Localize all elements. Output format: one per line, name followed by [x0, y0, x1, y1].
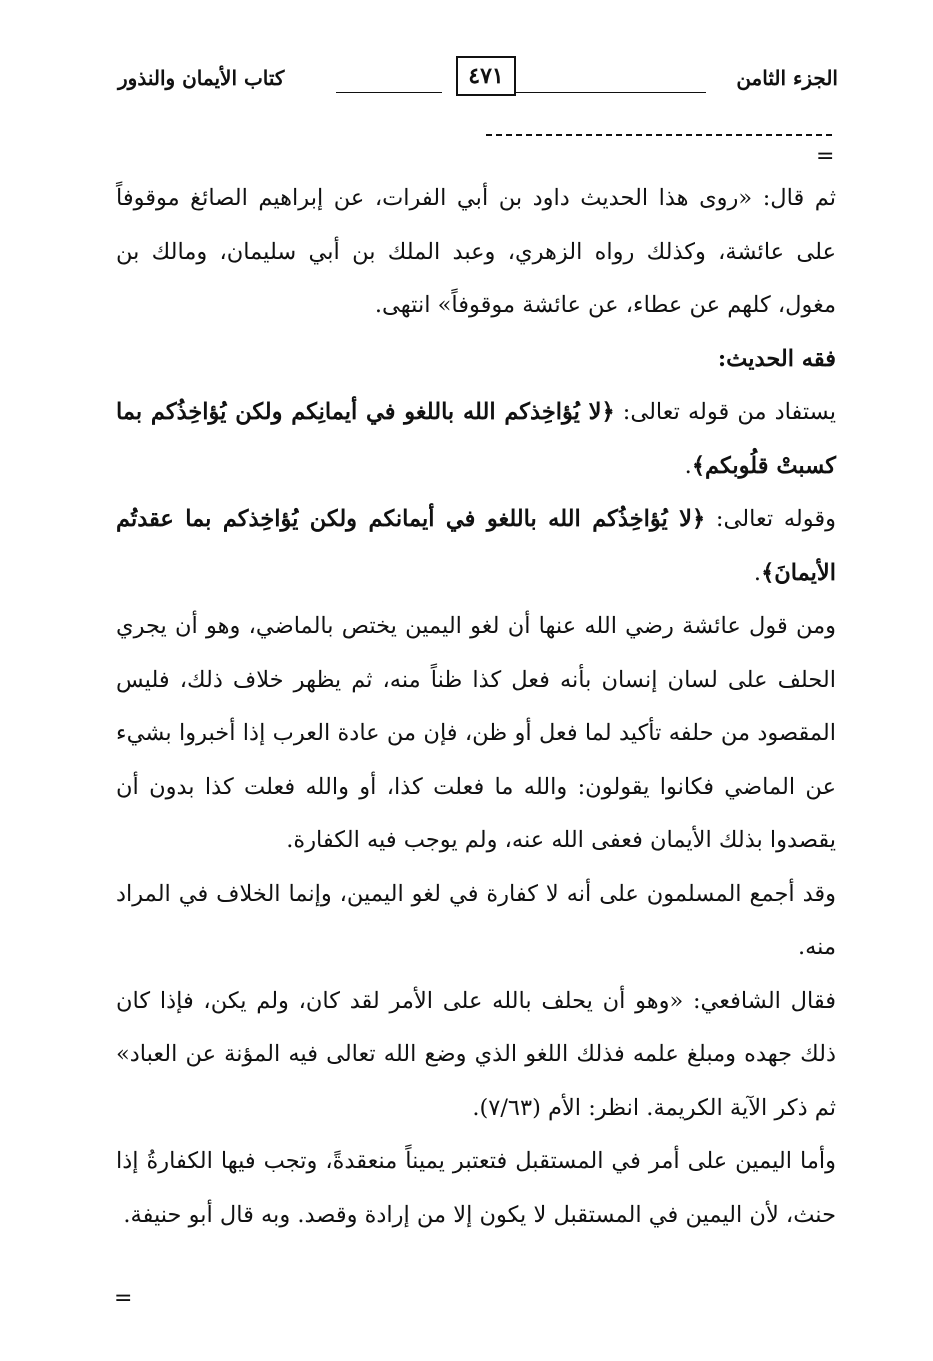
quran-verse-2: ﴿لا يُؤاخِذُكم الله باللغو في أيمانكم ولكن يُؤاخِذكم بما عقدتُم الأيمانَ﴾	[116, 506, 836, 586]
volume-label: الجزء الثامن	[736, 66, 838, 90]
page-body	[116, 172, 836, 1242]
continuation-mark-bottom: =	[114, 1286, 133, 1311]
dashed-separator	[486, 134, 832, 136]
verse-intro: يستفاد من قوله تعالى:	[614, 399, 836, 425]
paragraph-shafii: فقال الشافعي: «وهو أن يحلف بالله على الأمر لقد كان، ولم يكن، فإذا كان ذلك جهده ومبلغ علمه فذلك اللغو الذي وضع الله تعالى فيه المؤنة عن العباد» ثم ذكر الآية الكريمة. انظر: الأم (٧/٦٣).	[116, 987, 836, 1121]
paragraph-aisha-opinion: ومن قول عائشة رضي الله عنها أن لغو اليمين يختص بالماضي، وهو أن يجري الحلف على لسان إنسان بأنه فعل كذا ظناً منه، ثم يظهر خلاف ذلك، فليس المقصود من حلفه تأكيد لما فعل أو ظن، فإن من عادة العرب إذا أخبروا بشيء عن الماضي فكانوا يقولون: والله ما فعلت كذا، أو والله فعلت كذا بدون أن يقصدوا بذلك الأيمان فعفى الله عنه، ولم يوجب فيه الكفارة.	[116, 613, 836, 853]
book-title: كتاب الأيمان والنذور	[118, 66, 285, 90]
verse-intro: وقوله تعالى:	[705, 506, 836, 532]
paragraph-future-oath: وأما اليمين على أمر في المستقبل فتعتبر يميناً منعقدةً، وتجب فيها الكفارةُ إذا حنث، لأن اليمين في المستقبل لا يكون إلا من إرادة وقصد. وبه قال أبو حنيفة.	[116, 1148, 836, 1228]
paragraph-verse-1	[116, 386, 836, 493]
header-rule-right	[514, 92, 706, 93]
paragraph-consensus: وقد أجمع المسلمون على أنه لا كفارة في لغو اليمين، وإنما الخلاف في المراد منه.	[116, 880, 836, 960]
section-heading: فقه الحديث:	[717, 345, 836, 372]
header-rule-left	[336, 92, 442, 93]
page-number: ٤٧١	[456, 56, 516, 96]
verse-end: .	[753, 559, 762, 586]
quran-verse-1: ﴿لا يُؤاخِذكم الله باللغو في أيمانِكم ولكن يُؤاخِذُكم بما كسبتْ قلُوبكم﴾	[116, 399, 836, 479]
paragraph-verse-2	[116, 493, 836, 600]
verse-end: .	[684, 452, 692, 479]
page-header	[118, 52, 838, 102]
paragraph-hadith-narration: ثم قال: «روى هذا الحديث داود بن أبي الفرات، عن إبراهيم الصائغ موقوفاً على عائشة، وكذلك رواه الزهري، وعبد الملك بن أبي سليمان، ومالك بن مغول، كلهم عن عطاء، عن عائشة موقوفاً» انتهى.	[116, 185, 836, 318]
continuation-mark-top: =	[816, 144, 835, 169]
